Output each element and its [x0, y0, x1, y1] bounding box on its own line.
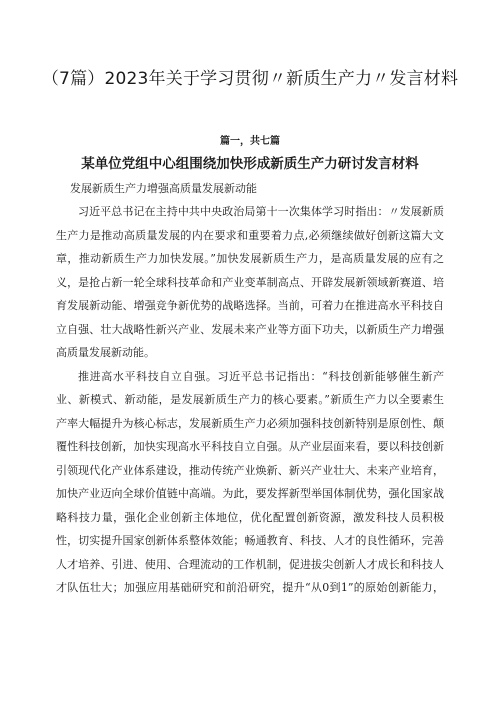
- paragraph-line: 才队伍壮大；加强应用基础研究和前沿研究，提升“从0到1”的原始创新能力，: [56, 581, 444, 594]
- section-label: 篇一，共七篇: [220, 136, 280, 147]
- paragraph-line: 立自强、壮大战略性新兴产业、发展未来产业等方面下功夫，以新质生产力增强: [56, 322, 444, 336]
- paragraph-line: 习近平总书记在主持中共中央政治局第十一次集体学习时指出：〃发展新质: [78, 205, 444, 218]
- paragraph-line: 义，是抢占新一轮全球科技革命和产业变革制高点、开辟发展新领域新赛道、培: [56, 275, 444, 289]
- paragraph-line: 产率大幅提升为核心标志，发展新质生产力必须加强科技创新特别是原创性、颠: [56, 416, 444, 430]
- paragraph: [56, 200, 444, 365]
- document-title: （7篇）2023年关于学习贯彻〃新质生产力〃发言材料: [41, 69, 459, 89]
- paragraph-line: 业、新模式、新动能，是发展新质生产力的核心要素。”新质生产力以全要素生: [56, 393, 444, 406]
- paragraph-line: 章，推动新质生产力加快发展。”加快发展新质生产力，是高质量发展的应有之: [56, 252, 444, 265]
- section-subtitle: 发展新质生产力增强高质量发展新动能: [70, 182, 257, 195]
- paragraph-line: 推进高水平科技自立自强。习近平总书记指出：“科技创新能够催生新产: [78, 369, 444, 383]
- paragraph: [56, 365, 444, 600]
- paragraph-line: 引领现代化产业体系建设，推动传统产业焕新、新兴产业壮大、未来产业培育，: [56, 463, 444, 477]
- paragraph-line: 育发展新动能、增强竞争新优势的战略选择。当前，可着力在推进高水平科技自: [56, 299, 444, 312]
- paragraph-line: 覆性科技创新，加快实现高水平科技自立自强。从产业层面来看，要以科技创新: [56, 440, 444, 453]
- section-title: 某单位党组中心组围绕加快形成新质生产力研讨发言材料: [81, 156, 419, 172]
- paragraph-line: 生产力是推动高质量发展的内在要求和重要着力点,必须继续做好创新这篇大文: [56, 228, 444, 242]
- paragraph-line: 性，切实提升国家创新体系整体效能；畅通教育、科技、人才的良性循环，完善: [56, 534, 444, 547]
- paragraph-line: 加快产业迈向全球价值链中高端。为此，要发挥新型举国体制优势，强化国家战: [56, 487, 444, 500]
- paragraph-line: 略科技力量，强化企业创新主体地位，优化配置创新资源，激发科技人员积极: [56, 510, 444, 524]
- paragraph-line: 人才培养、引进、使用、合理流动的工作机制，促进拔尖创新人才成长和科技人: [56, 557, 444, 571]
- paragraph-line: 高质量发展新动能。: [56, 346, 155, 359]
